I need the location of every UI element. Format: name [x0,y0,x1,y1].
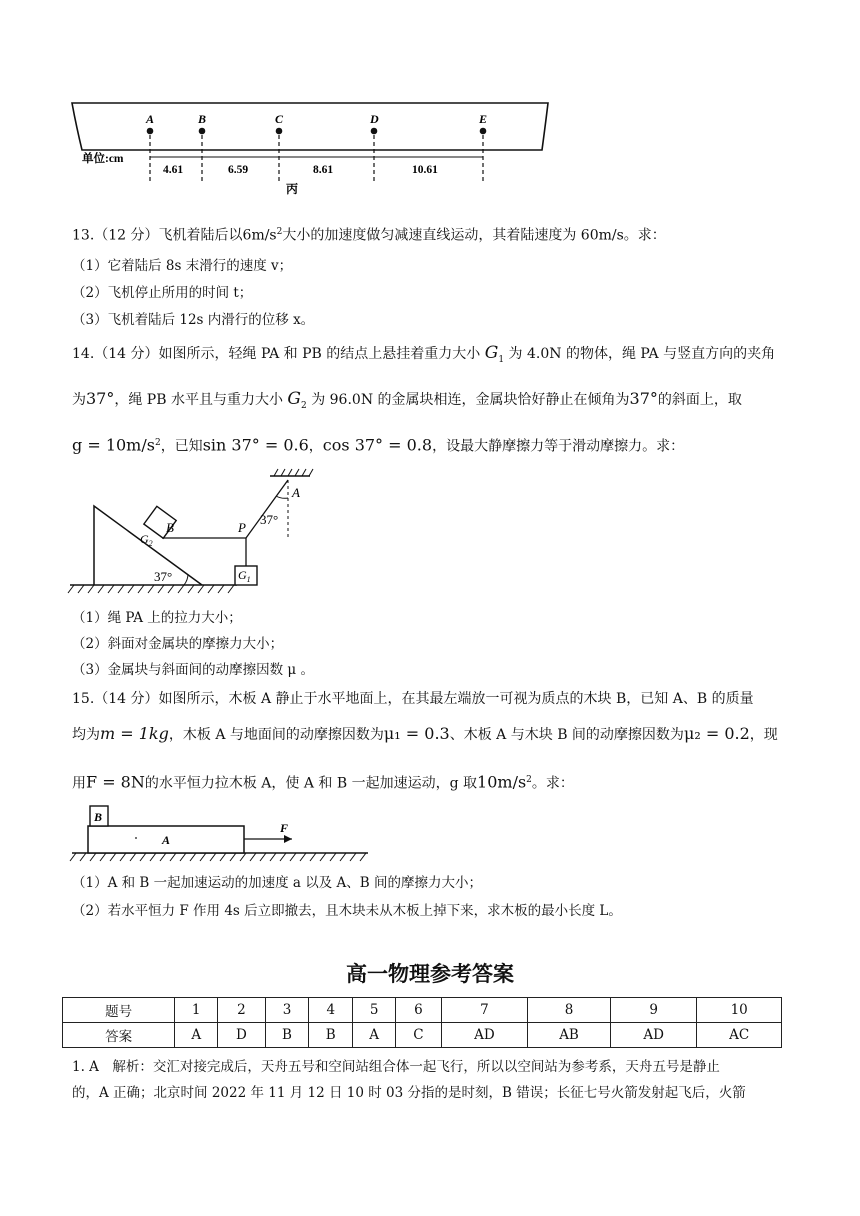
answer-value: AB [528,1023,611,1048]
question-number: 9 [610,998,696,1023]
tape-point-d: D [370,112,379,126]
q14-fig-label-b: B [166,520,174,535]
q15-fig-label-b: B [94,810,103,824]
tape-point-c: C [275,112,284,126]
answer-explanation [72,1054,792,1106]
q15-fig-label-f: F [280,821,289,835]
q15-item-1: （1）A 和 B 一起加速运动的加速度 a 以及 A、B 间的摩擦力大小； [72,875,483,891]
q14-stem-line-3: $g = 10m/s^2$，已知sin 37° = 0.6，cos 37° = 0.8，设最大静摩擦力等于滑动摩擦力。求： [72,435,685,455]
answer-value: AC [697,1023,782,1048]
question-number: 3 [265,998,309,1023]
answer-value: A [353,1023,396,1048]
answer-value: B [265,1023,309,1048]
q14-figure [62,466,322,601]
answer-value: A [175,1023,218,1048]
answer-value: AD [610,1023,696,1048]
answer-key-title: 高一物理参考答案 [346,962,514,986]
question-number: 1 [175,998,218,1023]
tape-point-b: B [198,112,207,126]
question-number: 7 [441,998,527,1023]
q15-fig-label-a: A [162,833,171,847]
q13-item-1: （1）它着陆后 8s 末滑行的速度 v； [72,258,293,274]
tape-figure-label: 丙 [286,182,299,196]
answer-table-row-numbers [63,998,782,1023]
q14-fig-angle-rope: 37° [260,512,279,527]
q15-stem-line-1: 15.（14 分）如图所示，木板 A 静止于水平地面上，在其最左端放一可视为质点的木块 B，已知 A、B 的质量 [72,691,754,707]
answer-table-row-answers [63,1023,782,1048]
question-number: 4 [309,998,353,1023]
explanation-line-1: 1. A 解析：交汇对接完成后，天舟五号和空间站组合体一起飞行，所以以空间站为参考系，天舟五号是静止 [72,1059,720,1075]
question-number: 6 [396,998,441,1023]
answer-value: D [218,1023,265,1048]
q13-item-2: （2）飞机停止所用的时间 t； [72,285,253,301]
tape-unit-label: 单位:cm [82,153,124,165]
tape-segment-1: 4.61 [163,164,184,176]
q14-fig-label-a: A [292,485,300,500]
q14-item-1: （1）绳 PA 上的拉力大小； [72,610,242,626]
q14-item-3: （3）金属块与斜面间的动摩擦因数 μ 。 [72,662,314,678]
explanation-line-2: 的，A 正确；北京时间 2022 年 11 月 12 日 10 时 03 分指的是时刻，B 错误；长征七号火箭发射起飞后，火箭 [72,1085,746,1101]
q13-stem: 13.（12 分）飞机着陆后以$6m/s^2$大小的加速度做匀减速直线运动，其着陆速度为 60m/s。求： [72,227,666,244]
q14-stem-line-1: 14.（14 分）如图所示，轻绳 PA 和 PB 的结点上悬挂着重力大小 $G_1$ 为 4.0N 的物体，绳 PA 与竖直方向的夹角 [72,343,776,365]
q14-fig-g2-label: $G_2$ [140,532,153,548]
answer-table-header: 题号 [63,998,175,1023]
q15-stem-line-3: 用F = 8N的水平恒力拉木板 A，使 A 和 B 一起加速运动，g 取$10m/s^2$。求： [72,772,574,792]
tape-segment-3: 8.61 [313,164,334,176]
tape-segment-4: 10.61 [412,164,438,176]
question-number: 2 [218,998,265,1023]
answer-value: B [309,1023,353,1048]
answer-value: C [396,1023,441,1048]
question-number: 8 [528,998,611,1023]
q15-stem-line-2: 均为m = 1kg，木板 A 与地面间的动摩擦因数为μ₁ = 0.3、木板 A 与木块 B 间的动摩擦因数为μ₂ = 0.2，现 [72,724,778,743]
question-number: 10 [697,998,782,1023]
q15-figure [66,802,376,864]
answer-table-header: 答案 [63,1023,175,1048]
q15-item-2: （2）若水平恒力 F 作用 4s 后立即撤去，且木块未从木板上掉下来，求木板的最小长度 L。 [72,903,622,919]
tape-segment-2: 6.59 [228,164,249,176]
q14-fig-angle-incline: 37° [154,569,173,584]
answer-table [62,997,782,1048]
q14-fig-g1-label: $G_1$ [238,568,251,584]
q14-item-2: （2）斜面对金属块的摩擦力大小； [72,636,284,652]
tape-point-e: E [479,112,488,126]
q14-fig-label-p: P [238,520,246,535]
q14-stem-line-2: 为37°，绳 PB 水平且与重力大小 $G_2$ 为 96.0N 的金属块相连，金属块恰好静止在倾角为37°的斜面上，取 [72,389,742,411]
paper-tape-figure [60,95,560,205]
tape-point-a: A [146,112,155,126]
q13-item-3: （3）飞机着陆后 12s 内滑行的位移 x。 [72,312,315,328]
question-number: 5 [353,998,396,1023]
answer-value: AD [441,1023,527,1048]
